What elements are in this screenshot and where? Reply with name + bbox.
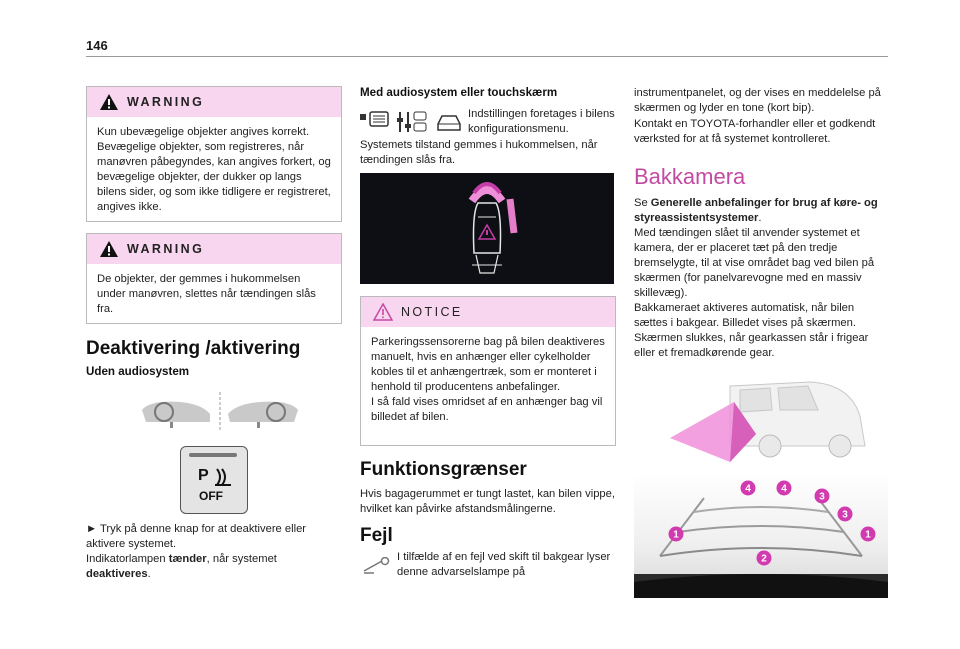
- rear-camera-view: [634, 474, 888, 598]
- continued-text: instrumentpanelet, og der vises en meddelelse på skærmen og lyder en tone (kort bip).: [634, 87, 881, 114]
- notice-triangle-icon: [373, 303, 393, 321]
- indicator-text-d: deaktiveres: [86, 568, 148, 580]
- dashboard-illustration: [140, 392, 300, 432]
- indicator-text-a: Indikatorlampen: [86, 553, 169, 565]
- warning-box-2: [86, 233, 342, 324]
- warning-title: WARNING: [127, 242, 205, 256]
- memory-text: Systemets tilstand gemmes i hukommelsen, når tændingen slås fra.: [360, 139, 598, 166]
- warning-header: [87, 87, 341, 117]
- indicator-lamp: [189, 453, 237, 457]
- wrench-warning-icon: [362, 557, 392, 575]
- parking-p-label: P: [198, 467, 209, 484]
- notice-text: [361, 327, 615, 425]
- fault-text: I tilfælde af en fejl ved skift til bakgear lyser denne advarselslampe på: [397, 551, 611, 578]
- page-number: 146: [86, 38, 108, 53]
- warning-triangle-icon: [99, 93, 119, 111]
- warning-text: Kun ubevægelige objekter angives korrekt. Bevægelige objekter, som registreres, når manøvren påbegyndes, kan angives forkert, og bevægelige objekter, der dukker op langs bilens sider, og som ikke tidligere er registreret, angives ikke.: [97, 126, 331, 213]
- header-rule: [86, 56, 888, 57]
- indicator-text-b: tænder: [168, 553, 207, 565]
- callout-label: 1: [865, 529, 871, 541]
- notice-header: [361, 297, 615, 327]
- callout-label: 3: [842, 509, 848, 521]
- section-title-bakkamera: Bakkamera: [634, 164, 746, 189]
- contact-text: Kontakt en TOYOTA-forhandler eller et godkendt værksted for at få systemet kontrolleret.: [634, 118, 876, 145]
- park-assist-off-button[interactable]: [180, 446, 248, 514]
- limits-text: Hvis bagagerummet er tungt lastet, kan bilen vippe, hvilket kan påvirke afstandsmålingerne.: [360, 488, 615, 515]
- warning-triangle-icon: [99, 240, 119, 258]
- callout-label: 2: [761, 553, 767, 565]
- callout-label: 4: [781, 483, 787, 495]
- camera-text: [634, 226, 890, 361]
- camera-para-2: Bakkameraet aktiveres automatisk, når bilen sættes i bakgear. Billedet vises på skærmen.: [634, 302, 856, 329]
- ref-suffix: .: [758, 212, 762, 224]
- indicator-text-c: , når systemet: [206, 553, 277, 565]
- callout-label: 3: [819, 491, 825, 503]
- warning-text: De objekter, der gemmes i hukommelsen under manøvren, slettes når tændingen slås fra.: [97, 273, 316, 315]
- notice-title: NOTICE: [401, 305, 463, 319]
- warning-box-1: [86, 86, 342, 222]
- subtitle-med-audiosystem: Med audiosystem eller touchskærm: [360, 86, 558, 99]
- warning-header: [87, 234, 341, 264]
- off-label: OFF: [199, 489, 223, 503]
- instruction-text: [86, 522, 340, 582]
- camera-para-3: Skærmen slukkes, når gearkassen står i frigear eller et fremadkørende gear.: [634, 332, 869, 359]
- notice-text-1: Parkeringssensorerne bag på bilen deaktiveres manuelt, hvis en anhænger eller cykelholder kobles til et anhængertræk, som er monteret i henhold til producentens anbefalinger.: [371, 336, 605, 393]
- section-title-deaktivering: Deaktivering /aktivering: [86, 338, 301, 359]
- subtitle-uden-audiosystem: Uden audiosystem: [86, 365, 190, 378]
- callout-label: 4: [745, 483, 751, 495]
- ref-bold: Generelle anbefalinger for brug af køre- og styreassistentsystemer: [634, 197, 878, 224]
- menu-icons: [360, 110, 464, 134]
- section-title-fejl: Fejl: [360, 525, 393, 546]
- section-title-funktionsgraenser: Funktionsgrænser: [360, 459, 527, 480]
- config-text: Indstillingen foretages i bilens konfigurationsmenu.: [468, 108, 615, 135]
- parking-sensor-screen: [360, 173, 614, 284]
- reference-text: [634, 196, 890, 226]
- callout-label: 1: [673, 529, 679, 541]
- notice-box: [360, 296, 616, 446]
- van-camera-illustration: [660, 376, 880, 476]
- indicator-text-e: .: [147, 568, 151, 580]
- camera-para-1: Med tændingen slået til anvender systemet et kamera, der er placeret tæt på den tredje bremselygte, til at vise området bag ved bilen på skærmen (for panelvarevogne med en massiv skillevæg).: [634, 227, 875, 299]
- instruction-line: ► Tryk på denne knap for at deaktivere eller aktivere systemet.: [86, 523, 307, 550]
- notice-text-2: I så fald vises omridset af en anhænger bag vil billedet af bilen.: [371, 396, 603, 423]
- warning-title: WARNING: [127, 95, 205, 109]
- ref-prefix: Se: [634, 197, 651, 209]
- sensor-waves-icon: [213, 467, 233, 487]
